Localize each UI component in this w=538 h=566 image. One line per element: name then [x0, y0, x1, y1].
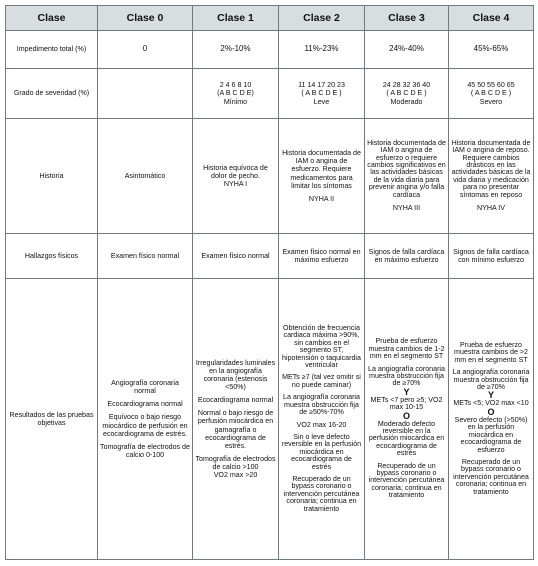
result-item: La angiografía coronaria muestra obstrucción fija de ≥50%-70%	[283, 393, 360, 417]
table-cell: 11%-23%	[279, 31, 365, 69]
header-clase-3: Clase 3	[365, 6, 449, 31]
result-item: Recuperado de un bypass coronario o intervención percutánea coronaria; continua en tratamiento	[368, 461, 445, 500]
result-item: Severo defecto (>50%) en la perfusión miocárdica en ecocardiograma de esfuerzo	[454, 415, 528, 454]
table-cell	[193, 69, 279, 119]
result-item: Ecocardiograma normal	[197, 396, 274, 405]
row-label: Historia	[6, 119, 98, 234]
result-item: Prueba de esfuerzo muestra cambios de >2 mm en el segmento ST	[454, 341, 528, 364]
table-cell: 24%-40%	[365, 31, 449, 69]
historia-text: Historia documentada de IAM o angina de reposo. Requiere cambios drásticos en las actividades básicas de la vida diaria y medicación para no presentar síntomas en reposo	[451, 138, 531, 199]
result-item: Moderado defecto reversible en la perfusión miocárdica en ecocardiograma de estrés	[368, 419, 445, 458]
table-cell: Signos de falla cardíaca en máximo esfuerzo	[365, 234, 449, 279]
severity-letters: (A B C D E)	[217, 89, 254, 98]
result-item: Angiografía coronaria normal	[111, 379, 179, 396]
classification-table	[5, 5, 534, 560]
table-cell	[365, 279, 449, 560]
table-cell	[449, 69, 534, 119]
table-cell	[193, 279, 279, 560]
table-cell	[365, 119, 449, 234]
result-item: METs <5; VO2 max <10	[453, 399, 529, 408]
result-item: La angiografía coronaria muestra obstrucción fija de ≥70%	[368, 364, 445, 388]
nyha-class: NYHA IV	[477, 204, 505, 213]
result-item: METs ≥7 (tal vez omitir si no puede caminar)	[282, 373, 361, 389]
severity-word: Leve	[313, 97, 330, 106]
table-cell: 45%-65%	[449, 31, 534, 69]
result-item: Recuperado de un bypass coronario o intervención percutánea coronaria; continua en tratamiento	[453, 457, 529, 496]
table-cell: Examen físico normal	[98, 234, 193, 279]
conjunction-o: O	[487, 406, 495, 417]
header-clase: Clase	[6, 6, 98, 31]
table-cell	[279, 119, 365, 234]
result-item: Sin o leve defecto reversible en la perfusión miocárdica en ecocardiograma de estrés	[281, 432, 362, 471]
conjunction-y: Y	[487, 390, 494, 401]
header-clase-2: Clase 2	[279, 6, 365, 31]
row-label: Impedimento total (%)	[6, 31, 98, 69]
row-impedimento	[6, 31, 534, 69]
result-item: VO2 max 16-20	[296, 420, 347, 429]
table-cell	[98, 279, 193, 560]
conjunction-o: O	[402, 410, 410, 421]
row-historia	[6, 119, 534, 234]
severity-numbers: 24 28 32 36 40	[382, 81, 431, 90]
table-cell: 0	[98, 31, 193, 69]
severity-word: Severo	[479, 97, 503, 106]
header-clase-4: Clase 4	[449, 6, 534, 31]
row-label: Resultados de las pruebas objetivas	[6, 279, 98, 560]
table-cell: Examen físico normal	[193, 234, 279, 279]
result-item: Prueba de esfuerzo muestra cambios de 1-2 mm en el segmento ST	[368, 337, 445, 361]
table-cell	[98, 69, 193, 119]
result-item: METs <7 pero ≥5; VO2 max 10-15	[370, 395, 443, 412]
result-item: Obtención de frecuencia cardiaca máxima >90%, sin cambios en el segmento ST, hipotensión o taquicardia ventricular	[282, 324, 361, 370]
severity-letters: ( A B C D E )	[386, 89, 427, 98]
table-cell: Examen físico normal en máximo esfuerzo	[279, 234, 365, 279]
result-item: Tomografía de electrodos de calcio >100	[195, 454, 276, 471]
severity-letters: ( A B C D E )	[301, 89, 342, 98]
result-item: Ecocardiograma normal	[107, 400, 183, 409]
severity-numbers: 11 14 17 20 23	[298, 81, 345, 90]
nyha-class: NYHA II	[308, 194, 335, 203]
row-label: Hallazgos físicos	[6, 234, 98, 279]
result-item: Irregularidades luminales en la angiografía coronaria (estenosis <50%)	[195, 358, 276, 392]
table-cell: 2%-10%	[193, 31, 279, 69]
conjunction-y: Y	[403, 386, 410, 397]
row-severidad	[6, 69, 534, 119]
severity-numbers: 2 4 6 8 10	[219, 81, 252, 90]
severity-letters: ( A B C D E )	[470, 89, 512, 98]
table-cell	[449, 119, 534, 234]
table-cell: Signos de falla cardíaca con mínimo esfuerzo	[449, 234, 534, 279]
severity-word: Moderado	[390, 97, 423, 106]
row-resultados	[6, 279, 534, 560]
historia-text: Historia equívoca de dolor de pecho.	[203, 163, 268, 180]
row-label: Grado de severidad (%)	[6, 69, 98, 119]
table-cell	[365, 69, 449, 119]
table-cell	[279, 279, 365, 560]
result-item: La angiografía coronaria muestra obstrucción fija de ≥70%	[452, 368, 530, 392]
historia-text: Historia documentada de IAM o angina de esfuerzo. Requiere medicamentos para limitar los síntomas	[282, 149, 361, 190]
severity-word: Mínimo	[223, 97, 248, 106]
table-cell	[279, 69, 365, 119]
table-cell	[449, 279, 534, 560]
severity-numbers: 45 50 55 60 65	[467, 81, 515, 90]
row-hallazgos	[6, 234, 534, 279]
result-item: VO2 max >20	[213, 471, 258, 480]
result-item: Tomografía de electrodos de calcio 0-100	[100, 442, 190, 459]
header-row	[6, 6, 534, 31]
header-clase-1: Clase 1	[193, 6, 279, 31]
result-item: Recuperado de un bypass coronario o intervención percutánea coronaria; continua en tratamiento	[283, 474, 360, 513]
nyha-class: NYHA I	[223, 180, 248, 189]
table-cell	[193, 119, 279, 234]
nyha-class: NYHA III	[392, 204, 421, 213]
table-cell: Asintomático	[98, 119, 193, 234]
result-item: Equívoco o bajo riesgo miocárdico de perfusión en ecocardiograma de estrés.	[102, 413, 188, 438]
header-clase-0: Clase 0	[98, 6, 193, 31]
historia-text: Historia documentada de IAM o angina de esfuerzo o requiere cambios significativos en las actividades básicas de la vida diaria para prevenir angina y/o falla cardíaca	[367, 138, 446, 199]
result-item: Normal o bajo riesgo de perfusión miocárdica en gamagrafía o ecocardiograma de estrés.	[197, 409, 274, 450]
